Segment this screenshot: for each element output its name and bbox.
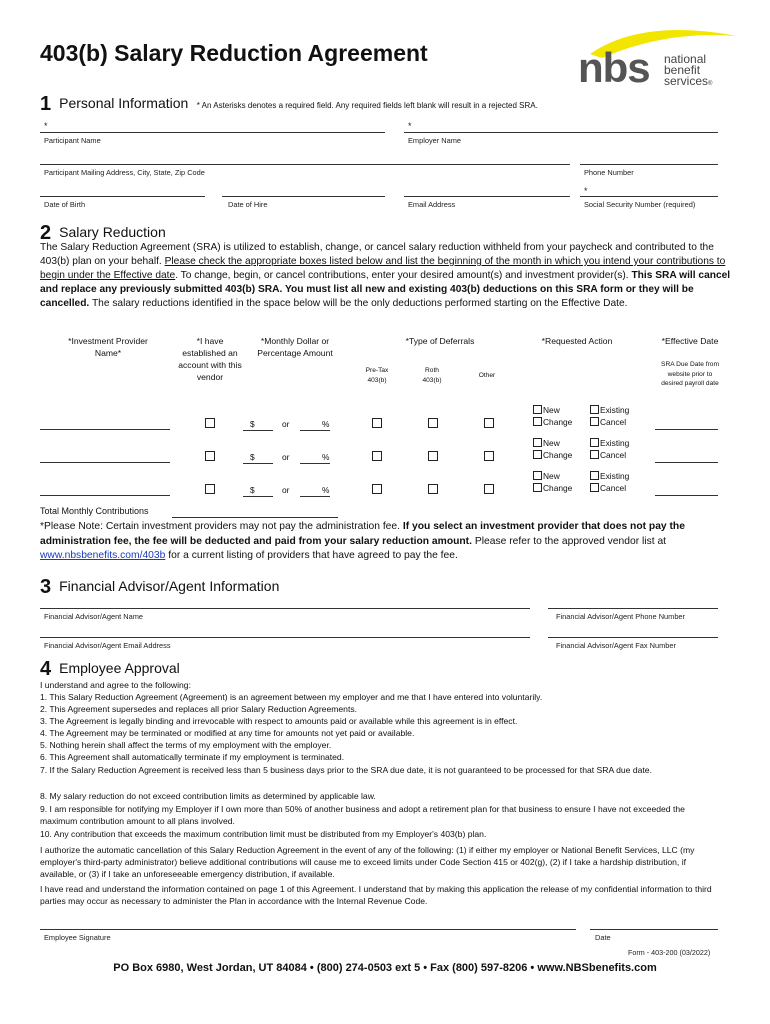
- advisor-phone-label: Financial Advisor/Agent Phone Number: [556, 612, 685, 621]
- sra-desc-only: The salary reductions identified in the space below will be the only deductions performed starting on the Effective Date.: [91, 298, 628, 309]
- mailing-address-label: Participant Mailing Address, City, State, Zip Code: [44, 168, 205, 177]
- col-requested-action: *Requested Action: [541, 336, 613, 346]
- established-checkbox-2[interactable]: [205, 451, 215, 461]
- existing-label-3: Existing: [600, 471, 630, 481]
- new-label-2: New: [543, 438, 560, 448]
- other-checkbox-3[interactable]: [484, 484, 494, 494]
- col-monthly-amount: *Monthly Dollar or Percentage Amount: [257, 336, 333, 358]
- date-of-birth-field[interactable]: [40, 196, 205, 197]
- pretax-checkbox-1[interactable]: [372, 418, 382, 428]
- col-investment-provider: *Investment Provider Name*: [68, 336, 148, 358]
- effective-date-field-1[interactable]: [655, 429, 718, 430]
- other-checkbox-2[interactable]: [484, 451, 494, 461]
- new-checkbox-2[interactable]: [533, 438, 542, 447]
- ssn-asterisk: *: [584, 186, 588, 196]
- section-3-number: 3: [40, 576, 52, 598]
- section-1-number: 1: [40, 93, 52, 115]
- employee-signature-field[interactable]: [40, 929, 576, 930]
- approval-intro: I understand and agree to the following:: [40, 680, 191, 690]
- sra-desc-change: . To change, begin, or cancel contributions, enter your desired amount(s) and investment provider(s).: [175, 270, 629, 281]
- new-checkbox-3[interactable]: [533, 471, 542, 480]
- col-deferral-type: *Type of Deferrals: [405, 336, 475, 346]
- established-checkbox-3[interactable]: [205, 484, 215, 494]
- approval-item-2: 2. This Agreement supersedes and replaces all prior Salary Reduction Agreements.: [40, 704, 358, 714]
- cancel-label-1: Cancel: [600, 417, 627, 427]
- footer-contact: PO Box 6980, West Jordan, UT 84084 • (800) 274-0503 ext 5 • Fax (800) 597-8206 • www.NBSbenefits.com: [113, 962, 657, 974]
- acknowledgement-paragraph: I have read and understand the information contained on page 1 of this Agreement. I understand that by making this application the release of my confidential information to third parties may occur as necessary to administer the Plan in accordance with the Internal Revenue Code.: [40, 884, 712, 906]
- col-established: *I have established an account with this vendor: [178, 336, 242, 382]
- change-label-1: Change: [543, 417, 573, 427]
- sra-desc-intro: The Salary Reduction Agreement (SRA) is utilized to establish, change, or cancel salary reduction withheld from your paycheck and contributed to the 403(b) plan on your behalf.: [40, 242, 714, 267]
- existing-label-1: Existing: [600, 405, 630, 415]
- approval-item-3: 3. The Agreement is legally binding and irrevocable with respect to amounts paid or available while this agreement is in effect.: [40, 716, 518, 726]
- dollar-sign-3: $: [250, 485, 255, 495]
- roth-checkbox-3[interactable]: [428, 484, 438, 494]
- cancel-label-2: Cancel: [600, 450, 627, 460]
- action-group-1b[interactable]: [590, 404, 629, 428]
- approval-item-9: 9. I am responsible for notifying my Employer if I own more than 50% of another business and adopt a retirement plan for that business to ensure I have not exceeded the maximum contribution amount to all plans involved.: [40, 804, 685, 826]
- signature-date-field[interactable]: [590, 929, 718, 930]
- participant-name-field[interactable]: [40, 132, 385, 133]
- approval-item-10: 10. Any contribution that exceeds the maximum contribution limit must be distributed from my Employer's 403(b) plan.: [40, 829, 487, 839]
- change-label-3: Change: [543, 483, 573, 493]
- percent-field-2[interactable]: [300, 463, 330, 464]
- admin-fee-note-a: *Please Note: Certain investment providers may not pay the administration fee.: [40, 521, 400, 532]
- approval-item-7: 7. If the Salary Reduction Agreement is received less than 5 business days prior to the SRA due date, it is not guaranteed to be processed for that SRA due date.: [40, 765, 652, 775]
- logo-line-2: benefit: [664, 63, 701, 77]
- logo-reg: ®: [708, 81, 713, 87]
- logo-line-3: services: [664, 74, 709, 88]
- provider-field-1[interactable]: [40, 429, 170, 430]
- percent-field-1[interactable]: [300, 430, 330, 431]
- admin-fee-note-d: for a current listing of providers that have agreed to pay the fee.: [168, 550, 458, 561]
- signature-date-label: Date: [595, 933, 611, 942]
- employer-name-label: Employer Name: [408, 136, 461, 145]
- ssn-field[interactable]: [580, 196, 718, 197]
- participant-name-asterisk: *: [44, 121, 48, 131]
- col-effective-date: *Effective Date: [661, 336, 719, 346]
- page-title: 403(b) Salary Reduction Agreement: [40, 40, 428, 66]
- dollar-field-1[interactable]: [243, 430, 273, 431]
- change-checkbox-1[interactable]: [533, 417, 542, 426]
- action-group-1a[interactable]: [533, 404, 572, 428]
- advisor-fax-label: Financial Advisor/Agent Fax Number: [556, 641, 676, 650]
- total-contributions-label: Total Monthly Contributions: [40, 506, 149, 516]
- cancel-checkbox-1[interactable]: [590, 417, 599, 426]
- action-group-2b[interactable]: [590, 437, 629, 461]
- phone-number-label: Phone Number: [584, 168, 634, 177]
- section-4-number: 4: [40, 658, 52, 680]
- ssn-label: Social Security Number (required): [584, 200, 696, 209]
- new-label-1: New: [543, 405, 560, 415]
- cancel-checkbox-2[interactable]: [590, 450, 599, 459]
- employer-name-field[interactable]: [404, 132, 718, 133]
- approval-item-4: 4. The Agreement may be terminated or modified at any time for amounts not yet paid or available.: [40, 728, 415, 738]
- approval-item-6: 6. This Agreement shall automatically terminate if my employment is terminated.: [40, 752, 345, 762]
- admin-fee-note-b: If you select an investment provider that does not pay the administration fee, the fee will be deducted and paid from your salary reduction amount.: [40, 521, 685, 547]
- action-group-2a[interactable]: [533, 437, 572, 461]
- established-checkbox-1[interactable]: [205, 418, 215, 428]
- change-label-2: Change: [543, 450, 573, 460]
- advisor-email-field[interactable]: [40, 637, 530, 638]
- dollar-field-2[interactable]: [243, 463, 273, 464]
- effective-date-field-3[interactable]: [655, 495, 718, 496]
- existing-checkbox-2[interactable]: [590, 438, 599, 447]
- cancel-label-3: Cancel: [600, 483, 627, 493]
- sra-desc-instructions: Please check the appropriate boxes listed below and list the beginning of the month in which you intend your contributions to begin under the Effective date: [40, 256, 726, 281]
- form-number: Form - 403-200 (03/2022): [628, 948, 711, 957]
- col-pretax: Pre-Tax 403(b): [365, 367, 389, 384]
- dollar-sign-1: $: [250, 419, 255, 429]
- mailing-address-field[interactable]: [40, 164, 570, 165]
- change-checkbox-2[interactable]: [533, 450, 542, 459]
- admin-fee-note-c: Please refer to the approved vendor list at: [474, 535, 667, 547]
- advisor-name-field[interactable]: [40, 608, 530, 609]
- pct-sign-2: %: [322, 452, 330, 462]
- or-label-3: or: [282, 485, 290, 495]
- new-label-3: New: [543, 471, 560, 481]
- email-address-label: Email Address: [408, 200, 456, 209]
- date-of-hire-label: Date of Hire: [228, 200, 268, 209]
- advisor-phone-field[interactable]: [548, 608, 718, 609]
- change-checkbox-3[interactable]: [533, 483, 542, 492]
- dollar-sign-2: $: [250, 452, 255, 462]
- advisor-fax-field[interactable]: [548, 637, 718, 638]
- existing-checkbox-3[interactable]: [590, 471, 599, 480]
- section-3-header: [40, 576, 279, 599]
- participant-name-label: Participant Name: [44, 136, 101, 145]
- section-1-title: Personal Information: [59, 95, 189, 111]
- section-3-title: Financial Advisor/Agent Information: [59, 578, 280, 594]
- other-checkbox-1[interactable]: [484, 418, 494, 428]
- date-of-hire-field[interactable]: [222, 196, 385, 197]
- sra-description: [40, 241, 740, 311]
- employee-signature-label: Employee Signature: [44, 933, 111, 942]
- sra-desc-warning: This SRA will cancel and replace any previously submitted 403(b) SRA. You must list all new and existing 403(b) deductions on this SRA form or they will be cancelled.: [40, 270, 731, 309]
- pct-sign-3: %: [322, 485, 330, 495]
- col-roth: Roth 403(b): [422, 367, 442, 384]
- provider-field-2[interactable]: [40, 462, 170, 463]
- or-label-2: or: [282, 452, 290, 462]
- required-note: * An Asterisks denotes a required field. Any required fields left blank will result in a rejected SRA.: [196, 101, 538, 110]
- section-1-header: [40, 93, 538, 116]
- or-label-1: or: [282, 419, 290, 429]
- vendor-list-link[interactable]: www.nbsbenefits.com/403b: [40, 550, 166, 561]
- col-sra-due: SRA Due Date from website prior to desired payroll date: [661, 361, 719, 387]
- advisor-email-label: Financial Advisor/Agent Email Address: [44, 641, 171, 650]
- logo-line-1: national: [664, 52, 707, 66]
- employer-name-asterisk: *: [408, 121, 412, 131]
- new-checkbox-1[interactable]: [533, 405, 542, 414]
- effective-date-field-2[interactable]: [655, 462, 718, 463]
- roth-checkbox-1[interactable]: [428, 418, 438, 428]
- approval-item-5: 5. Nothing herein shall affect the terms of my employment with the employer.: [40, 740, 332, 750]
- existing-checkbox-1[interactable]: [590, 405, 599, 414]
- action-group-3b[interactable]: [590, 470, 629, 494]
- col-other: Other: [478, 372, 496, 379]
- email-address-field[interactable]: [404, 196, 570, 197]
- total-contributions-field[interactable]: [172, 517, 338, 518]
- cancel-checkbox-3[interactable]: [590, 483, 599, 492]
- authorization-paragraph: I authorize the automatic cancellation of this Salary Reduction Agreement in the event of any of the following: (1) if either my employer or National Benefit Services, LLC (my employer's third-party administrator) believe additional contributions will cause me to exceed limits under Code Section 415 or 402(g), (2) if I take a hardship distribution, if available, or (3) if I take an unforeseeable emergency distribution, if available.: [40, 845, 695, 879]
- pct-sign-1: %: [322, 419, 330, 429]
- action-group-3a[interactable]: [533, 470, 572, 494]
- advisor-name-label: Financial Advisor/Agent Name: [44, 612, 144, 621]
- logo-mark: nbs: [578, 44, 650, 91]
- approval-item-8: 8. My salary reduction do not exceed contribution limits as determined by applicable law.: [40, 791, 376, 801]
- dollar-field-3[interactable]: [243, 496, 273, 497]
- nbs-logo: [572, 24, 742, 92]
- approval-item-1: 1. This Salary Reduction Agreement (Agreement) is an agreement between my employer and me that I have entered into voluntarily.: [40, 692, 543, 702]
- section-2-title: Salary Reduction: [59, 224, 166, 240]
- percent-field-3[interactable]: [300, 496, 330, 497]
- provider-field-3[interactable]: [40, 495, 170, 496]
- existing-label-2: Existing: [600, 438, 630, 448]
- phone-number-field[interactable]: [580, 164, 718, 165]
- roth-checkbox-2[interactable]: [428, 451, 438, 461]
- section-4-header: [40, 658, 180, 681]
- section-2-number: 2: [40, 222, 52, 244]
- date-of-birth-label: Date of Birth: [44, 200, 86, 209]
- section-4-title: Employee Approval: [59, 660, 180, 676]
- pretax-checkbox-2[interactable]: [372, 451, 382, 461]
- pretax-checkbox-3[interactable]: [372, 484, 382, 494]
- admin-fee-note: [40, 520, 740, 564]
